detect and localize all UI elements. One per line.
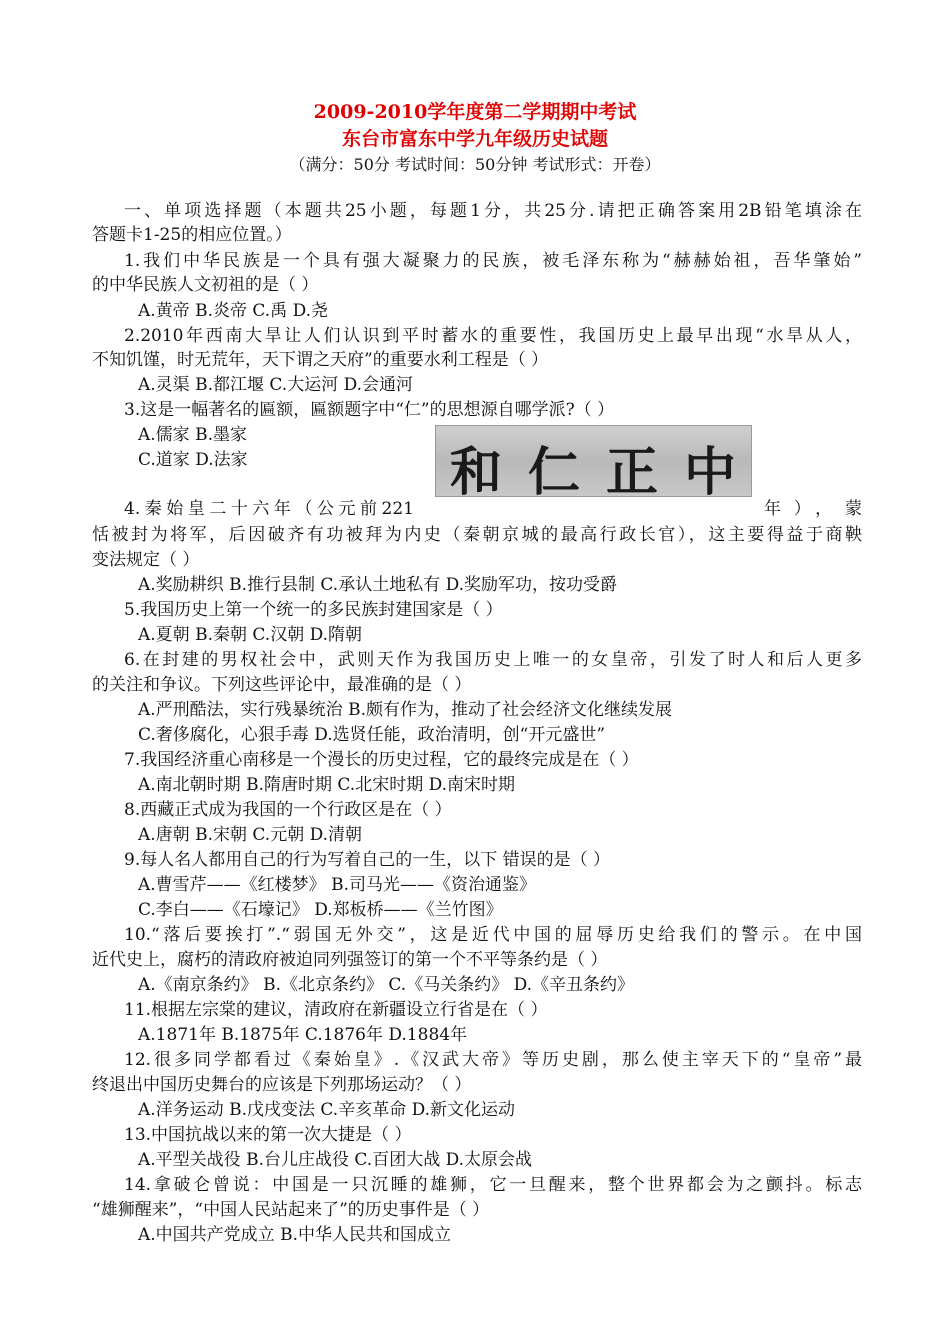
text-line: 的中华民族人文初祖的是（ ） [92, 275, 319, 295]
text-line: 10.“落后要挨打”.“弱国无外交”，这是近代中国的屈辱历史给我们的警示。在中国 [124, 925, 862, 945]
text-line: C.道家 D.法家 [138, 450, 248, 470]
text-line: 一、单项选择题（本题共25小题，每题1分，共25分.请把正确答案用2B铅笔填涂在 [124, 201, 862, 221]
text-line: A.南北朝时期 B.隋唐时期 C.北宋时期 D.南宋时期 [138, 775, 516, 795]
text-line: 年），蒙 [764, 499, 862, 519]
text-line: 1.我们中华民族是一个具有强大凝聚力的民族，被毛泽东称为“赫赫始祖，吾华肇始” [124, 251, 862, 271]
text-line: 变法规定（ ） [92, 550, 200, 570]
text-line: A.平型关战役 B.台儿庄战役 C.百团大战 D.太原会战 [138, 1150, 533, 1170]
text-line: 3.这是一幅著名的匾额，匾额题字中“仁”的思想源自哪学派?（ ） [124, 400, 615, 420]
text-line: 14.拿破仑曾说：中国是一只沉睡的雄狮，它一旦醒来，整个世界都会为之颤抖。标志 [124, 1175, 862, 1195]
text-line: 近代史上，腐朽的清政府被迫同列强签订的第一个不平等条约是（ ） [92, 950, 608, 970]
plaque-char: 正 [606, 442, 659, 497]
text-line: 5.我国历史上第一个统一的多民族封建国家是（ ） [124, 600, 503, 620]
text-line: A.严刑酷法，实行残暴统治 B.颇有作为，推动了社会经济文化继续发展 [138, 700, 672, 720]
text-line: A.夏朝 B.秦朝 C.汉朝 D.隋朝 [138, 625, 363, 645]
text-line: A.中国共产党成立 B.中华人民共和国成立 [138, 1225, 451, 1245]
text-line: A.灵渠 B.都江堰 C.大运河 D.会通河 [138, 375, 414, 395]
text-line: A.曹雪芹——《红楼梦》 B.司马光——《资治通鉴》 [138, 875, 536, 895]
text-line: 8.西藏正式成为我国的一个行政区是在（ ） [124, 800, 452, 820]
text-line: 终退出中国历史舞台的应该是下列那场运动？（ ） [92, 1075, 472, 1095]
text-line: 12.很多同学都看过《秦始皇》.《汉武大帝》等历史剧，那么使主宰天下的“皇帝”最 [124, 1050, 862, 1070]
text-line: C.李白——《石壕记》 D.郑板桥——《兰竹图》 [138, 900, 503, 920]
plaque-char: 和 [450, 442, 503, 497]
text-line: A.奖励耕织 B.推行县制 C.承认土地私有 D.奖励军功，按功受爵 [138, 575, 618, 595]
text-line: 6.在封建的男权社会中，武则天作为我国历史上唯一的女皇帝，引发了时人和后人更多 [124, 650, 862, 670]
text-line: 7.我国经济重心南移是一个漫长的历史过程，它的最终完成是在（ ） [124, 750, 639, 770]
text-line: A.唐朝 B.宋朝 C.元朝 D.清朝 [138, 825, 363, 845]
exam-title-line1: 2009-2010学年度第二学期期中考试 [313, 101, 637, 123]
exam-title-line2: 东台市富东中学九年级历史试题 [341, 128, 608, 150]
plaque-char: 中 [684, 442, 737, 497]
text-line: 不知饥馑，时无荒年，天下谓之天府”的重要水利工程是（ ） [92, 350, 549, 370]
text-line: 11.根据左宗棠的建议，清政府在新疆设立行省是在（ ） [124, 1000, 548, 1020]
plaque-image [435, 425, 752, 497]
text-line: 13.中国抗战以来的第一次大捷是（ ） [124, 1125, 412, 1145]
text-line: A.黄帝 B.炎帝 C.禹 D.尧 [138, 301, 329, 321]
text-line: 答题卡1-25的相应位置。） [92, 225, 292, 245]
text-line: 恬被封为将军，后因破齐有功被拜为内史（秦朝京城的最高行政长官），这主要得益于商鞅 [92, 525, 862, 545]
plaque-char: 仁 [528, 442, 581, 497]
text-line: A.儒家 B.墨家 [138, 425, 247, 445]
text-line: 的关注和争议。下列这些评论中，最准确的是（ ） [92, 675, 472, 695]
exam-meta: （满分：50分 考试时间：50分钟 考试形式：开卷） [289, 155, 661, 174]
text-line: 9.每人名人都用自己的行为写着自己的一生，以下 错误的是（ ） [124, 850, 611, 870]
text-line: 4.秦始皇二十六年（公元前221 [124, 499, 414, 519]
text-line: A.洋务运动 B.戊戌变法 C.辛亥革命 D.新文化运动 [138, 1100, 516, 1120]
text-line: “雄狮醒来”，“中国人民站起来了”的历史事件是（ ） [92, 1200, 490, 1220]
text-line: A.1871年 B.1875年 C.1876年 D.1884年 [138, 1025, 468, 1045]
text-line: C.奢侈腐化，心狠手毒 D.选贤任能，政治清明，创“开元盛世” [138, 725, 606, 745]
text-line: 2.2010年西南大旱让人们认识到平时蓄水的重要性，我国历史上最早出现“水旱从人， [124, 326, 862, 346]
text-line: A.《南京条约》 B.《北京条约》 C.《马关条约》 D.《辛丑条约》 [138, 975, 635, 995]
